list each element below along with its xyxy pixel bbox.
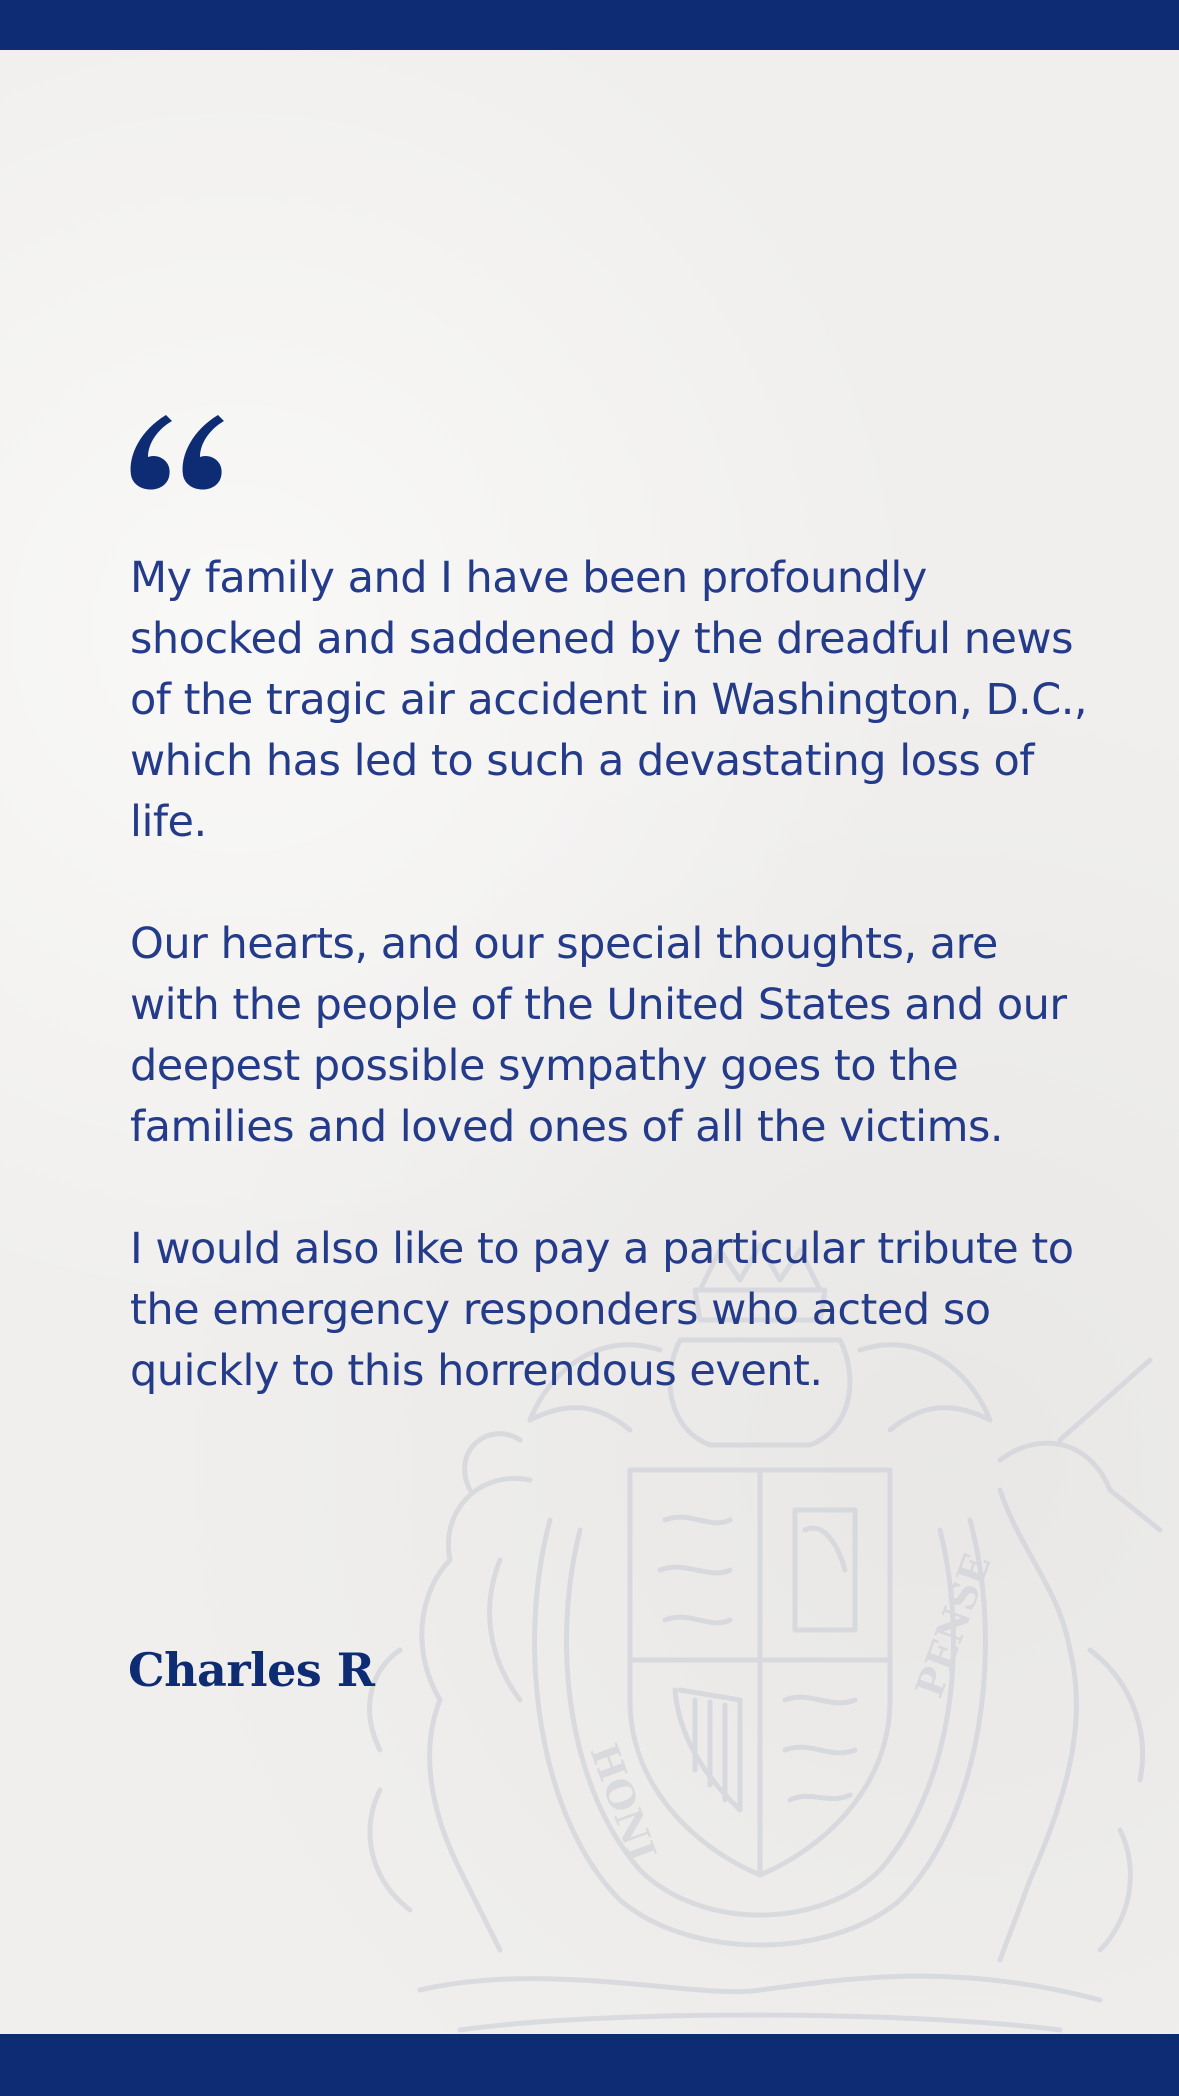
statement-paragraph: Our hearts, and our special thoughts, are with the people of the United States and our deepest possible sympathy goes to the families and loved ones of all the victims.	[130, 919, 1067, 1152]
crest-motto-left: HONI	[581, 1737, 666, 1868]
signature: Charles R	[128, 1643, 375, 1697]
crest-motto-right: PENSE	[906, 1547, 1000, 1704]
statement-body	[130, 548, 1090, 1463]
top-navy-band	[0, 0, 1179, 50]
bottom-navy-band	[0, 2034, 1179, 2096]
statement-paragraph: I would also like to pay a particular tribute to the emergency responders who acted so quickly to this horrendous event.	[130, 1224, 1074, 1396]
opening-quotation-mark-icon	[126, 395, 226, 505]
statement-paragraph: My family and I have been profoundly shocked and saddened by the dreadful news of the tragic air accident in Washington, D.C., which has led to such a devastating loss of life.	[130, 553, 1088, 847]
